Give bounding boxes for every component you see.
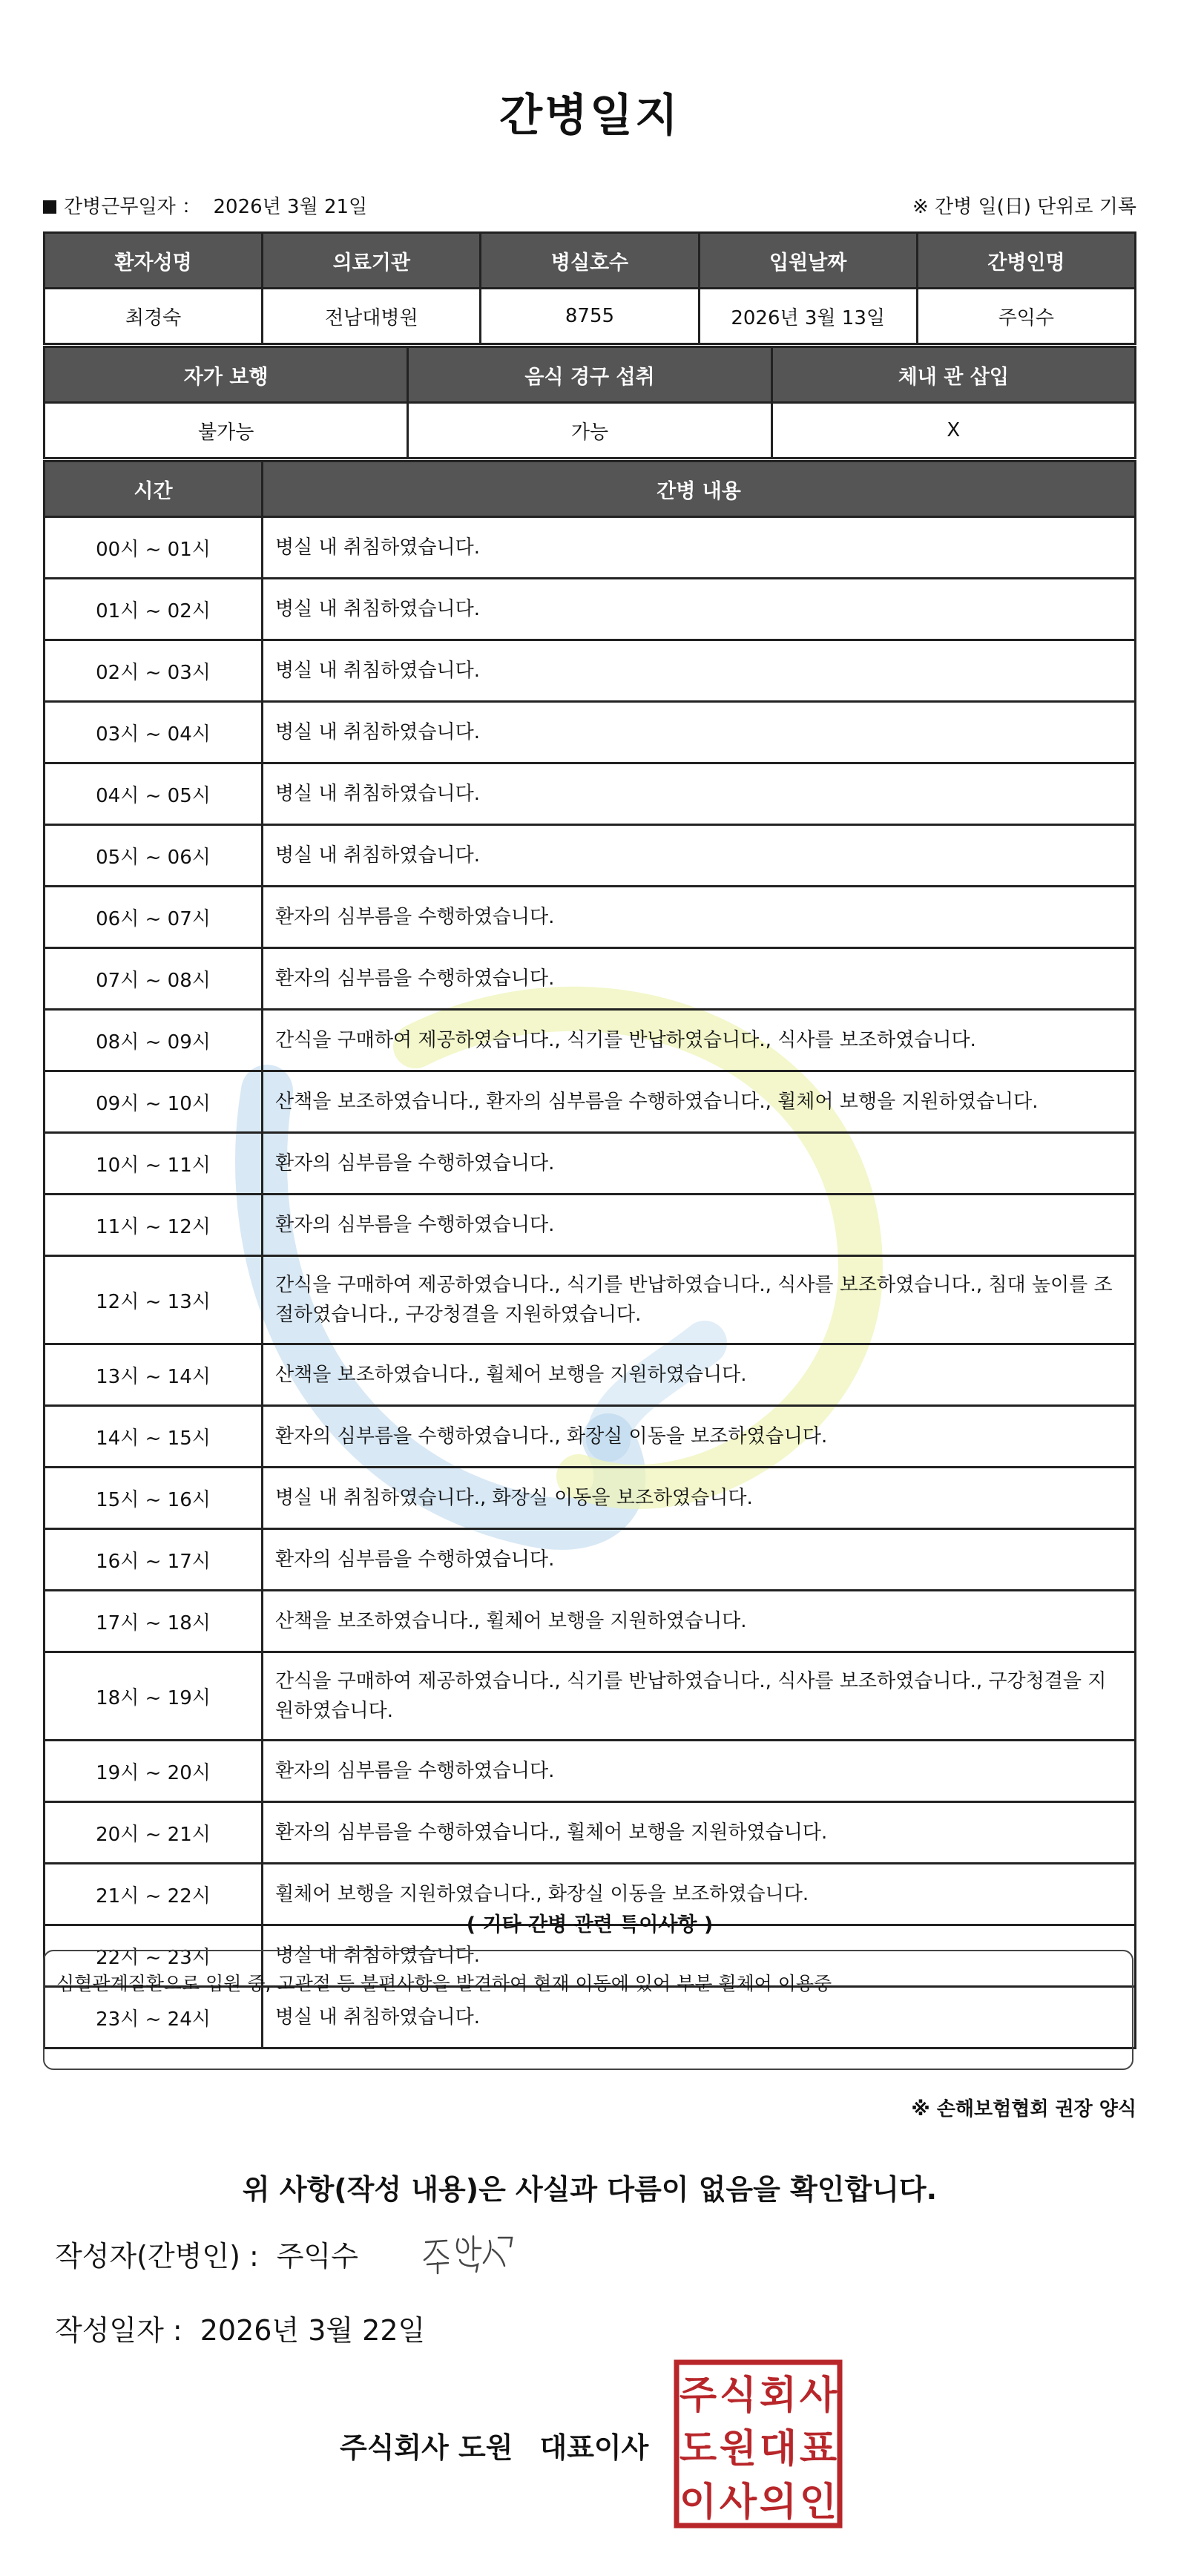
seal-character: 의 (759, 2480, 797, 2525)
header-self-walking: 자가 보행 (45, 347, 408, 403)
content-cell: 환자의 심부름을 수행하였습니다. (263, 887, 1136, 948)
table-row (45, 1344, 1136, 1406)
content-cell: 휠체어 보행을 지원하였습니다., 화장실 이동을 보조하였습니다. (263, 1864, 1136, 1925)
table-row (45, 1195, 1136, 1256)
seal-character: 원 (719, 2426, 757, 2471)
header-caregiver-name: 간병인명 (917, 233, 1135, 289)
meta-row (43, 191, 1136, 221)
ceo-label: 대표이사 (539, 2431, 649, 2464)
table-row (45, 1741, 1136, 1802)
time-cell: 05시 ~ 06시 (45, 825, 263, 887)
content-cell: 산책을 보조하였습니다., 환자의 심부름을 수행하였습니다., 휠체어 보행을 지원하였습니다. (263, 1071, 1136, 1133)
time-cell: 19시 ~ 20시 (45, 1741, 263, 1802)
time-cell: 02시 ~ 03시 (45, 640, 263, 702)
table-row (45, 763, 1136, 825)
time-cell: 21시 ~ 22시 (45, 1864, 263, 1925)
table-row (45, 1468, 1136, 1529)
company-line (340, 2425, 648, 2465)
content-cell: 산책을 보조하였습니다., 휠체어 보행을 지원하였습니다. (263, 1344, 1136, 1406)
content-cell: 환자의 심부름을 수행하였습니다. (263, 1529, 1136, 1591)
time-cell: 17시 ~ 18시 (45, 1591, 263, 1652)
care-log-table (43, 460, 1136, 2049)
time-cell: 20시 ~ 21시 (45, 1802, 263, 1864)
table-row (45, 1406, 1136, 1468)
time-cell: 03시 ~ 04시 (45, 702, 263, 763)
time-cell: 08시 ~ 09시 (45, 1010, 263, 1071)
writer-line (55, 2233, 358, 2274)
time-cell: 01시 ~ 02시 (45, 579, 263, 640)
time-cell: 18시 ~ 19시 (45, 1652, 263, 1741)
patient-status-table (43, 346, 1136, 459)
header-room-number: 병실호수 (481, 233, 699, 289)
write-date-value: 2026년 3월 22일 (200, 2314, 426, 2347)
table-row (45, 1529, 1136, 1591)
seal-character: 인 (799, 2480, 838, 2525)
time-cell: 04시 ~ 05시 (45, 763, 263, 825)
content-cell: 환자의 심부름을 수행하였습니다. (263, 1133, 1136, 1195)
content-cell: 병실 내 취침하였습니다. (263, 1925, 1136, 1987)
content-cell: 환자의 심부름을 수행하였습니다. (263, 1195, 1136, 1256)
content-cell: 병실 내 취침하였습니다. (263, 825, 1136, 887)
table-row (45, 1256, 1136, 1344)
work-date (43, 191, 367, 219)
oral-intake-value: 가능 (408, 403, 771, 459)
time-cell: 16시 ~ 17시 (45, 1529, 263, 1591)
content-cell: 병실 내 취침하였습니다. (263, 517, 1136, 579)
content-cell: 병실 내 취침하였습니다. (263, 763, 1136, 825)
table-row (45, 948, 1136, 1010)
page-title: 간병일지 (499, 90, 680, 142)
table-row (45, 517, 1136, 579)
table-row (45, 825, 1136, 887)
special-notes-box: 심혈관계질환으로 입원 중, 고관절 등 불편사항을 발견하여 현재 이동에 있어 부분 휠체어 이용중 (43, 1950, 1133, 2070)
content-cell: 병실 내 취침하였습니다. (263, 1987, 1136, 2048)
caregiver-name: 주익수 (917, 289, 1135, 344)
form-source-note: ※ 손해보험협회 권장 양식 (911, 2098, 1136, 2120)
seal-character: 사 (799, 2373, 838, 2418)
work-date-value: 2026년 3월 21일 (213, 196, 368, 218)
room-number: 8755 (481, 289, 699, 344)
content-cell: 병실 내 취침하였습니다. (263, 579, 1136, 640)
time-cell: 14시 ~ 15시 (45, 1406, 263, 1468)
content-cell: 환자의 심부름을 수행하였습니다. (263, 948, 1136, 1010)
time-cell: 12시 ~ 13시 (45, 1256, 263, 1344)
seal-character: 이 (679, 2480, 717, 2525)
confirmation-statement: 위 사항(작성 내용)은 사실과 다름이 없음을 확인합니다. (242, 2173, 938, 2206)
tube-insertion-value: X (771, 403, 1135, 459)
admission-date: 2026년 3월 13일 (699, 289, 917, 344)
header-time: 시간 (45, 461, 263, 517)
header-oral-intake: 음식 경구 섭취 (408, 347, 771, 403)
patient-name: 최경숙 (45, 289, 263, 344)
seal-character: 식 (719, 2373, 757, 2418)
seal-character: 표 (799, 2426, 838, 2471)
writer-label: 작성자(간병인) : (55, 2240, 259, 2273)
seal-character: 사 (719, 2480, 757, 2525)
table-header-row (45, 233, 1136, 289)
content-cell: 병실 내 취침하였습니다. (263, 640, 1136, 702)
seal-character: 주 (679, 2373, 717, 2418)
table-row (45, 1802, 1136, 1864)
company-seal-stamp (674, 2359, 843, 2529)
table-row (45, 1133, 1136, 1195)
write-date-line (55, 2307, 425, 2348)
table-row (45, 1071, 1136, 1133)
table-row (45, 579, 1136, 640)
writer-name: 주익수 (276, 2240, 358, 2273)
content-cell: 환자의 심부름을 수행하였습니다. (263, 1741, 1136, 1802)
work-date-label: 간병근무일자 ： (64, 196, 201, 218)
seal-character: 도 (679, 2426, 717, 2471)
write-date-label: 작성일자 : (55, 2314, 182, 2347)
table-row (45, 640, 1136, 702)
notes-title: ( 기타 간병 관련 특이사항 ) (466, 1913, 714, 1936)
table-row (45, 887, 1136, 948)
header-hospital: 의료기관 (263, 233, 481, 289)
header-admission-date: 입원날짜 (699, 233, 917, 289)
time-cell: 00시 ~ 01시 (45, 517, 263, 579)
square-bullet-icon (43, 200, 56, 214)
header-tube-insertion: 체내 관 삽입 (771, 347, 1135, 403)
company-name: 주식회사 도원 (340, 2431, 513, 2464)
table-row (45, 1010, 1136, 1071)
content-cell: 간식을 구매하여 제공하였습니다., 식기를 반납하였습니다., 식사를 보조하였습니다., 구강청결을 지원하였습니다. (263, 1652, 1136, 1741)
table-row (45, 1652, 1136, 1741)
content-cell: 산책을 보조하였습니다., 휠체어 보행을 지원하였습니다. (263, 1591, 1136, 1652)
seal-character: 회 (759, 2373, 797, 2418)
time-cell: 07시 ~ 08시 (45, 948, 263, 1010)
content-cell: 환자의 심부름을 수행하였습니다., 화장실 이동을 보조하였습니다. (263, 1406, 1136, 1468)
daily-record-note: ※ 간병 일(日) 단위로 기록 (912, 196, 1136, 218)
self-walking-value: 불가능 (45, 403, 408, 459)
time-cell: 22시 ~ 23시 (45, 1925, 263, 1987)
content-cell: 간식을 구매하여 제공하였습니다., 식기를 반납하였습니다., 식사를 보조하였습니다. (263, 1010, 1136, 1071)
seal-character: 대 (759, 2426, 797, 2471)
time-cell: 06시 ~ 07시 (45, 887, 263, 948)
content-cell: 간식을 구매하여 제공하였습니다., 식기를 반납하였습니다., 식사를 보조하였습니다., 침대 높이를 조절하였습니다., 구강청결을 지원하였습니다. (263, 1256, 1136, 1344)
handwritten-signature (421, 2230, 518, 2275)
time-cell: 10시 ~ 11시 (45, 1133, 263, 1195)
content-cell: 병실 내 취침하였습니다. (263, 702, 1136, 763)
header-patient-name: 환자성명 (45, 233, 263, 289)
table-header-row (45, 461, 1136, 517)
content-cell: 환자의 심부름을 수행하였습니다., 휠체어 보행을 지원하였습니다. (263, 1802, 1136, 1864)
time-cell: 23시 ~ 24시 (45, 1987, 263, 2048)
time-cell: 11시 ~ 12시 (45, 1195, 263, 1256)
header-care-content: 간병 내용 (263, 461, 1136, 517)
table-row (45, 403, 1136, 459)
table-row (45, 289, 1136, 344)
table-header-row (45, 347, 1136, 403)
hospital-name: 전남대병원 (263, 289, 481, 344)
time-cell: 13시 ~ 14시 (45, 1344, 263, 1406)
time-cell: 15시 ~ 16시 (45, 1468, 263, 1529)
patient-info-table (43, 231, 1136, 345)
table-row (45, 1591, 1136, 1652)
time-cell: 09시 ~ 10시 (45, 1071, 263, 1133)
content-cell: 병실 내 취침하였습니다., 화장실 이동을 보조하였습니다. (263, 1468, 1136, 1529)
table-row (45, 702, 1136, 763)
